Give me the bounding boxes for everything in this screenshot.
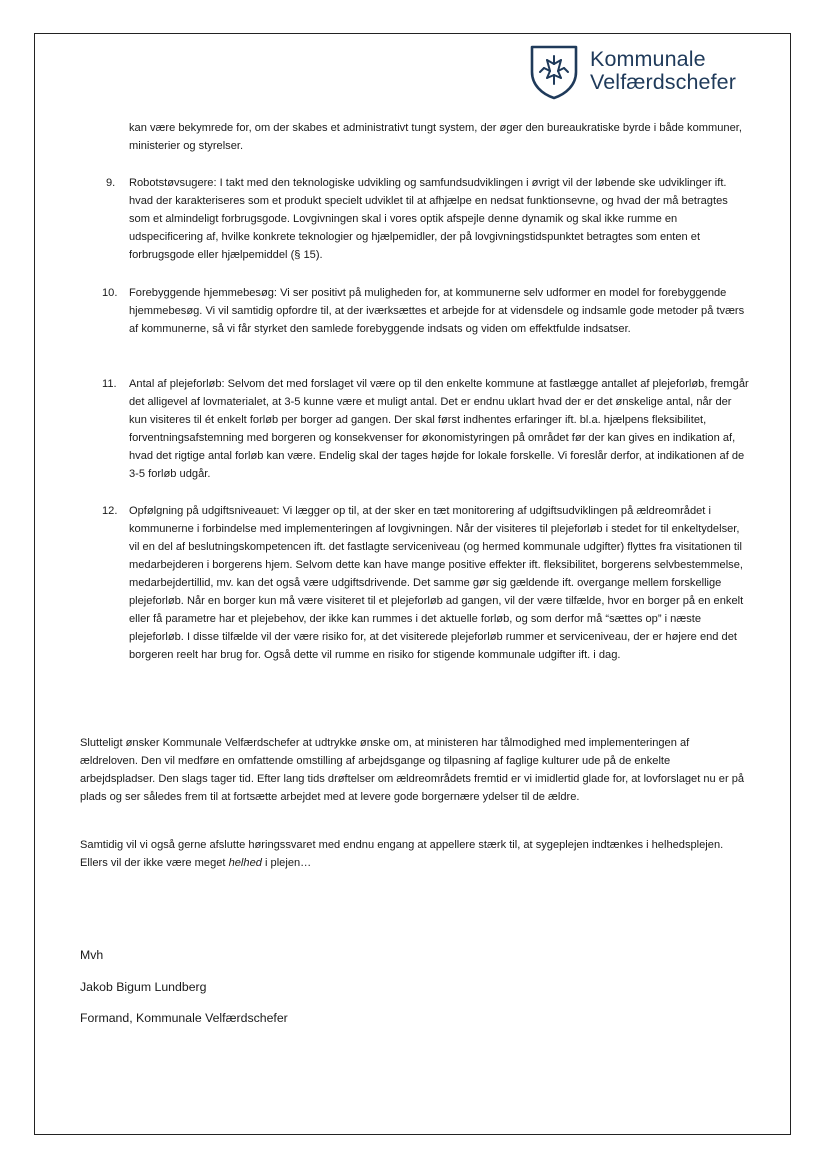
final-paragraph-end: i plejen… [261,857,312,869]
organization-logo [528,44,758,104]
final-paragraph-text: Samtidig vil vi også gerne afslutte høringssvaret med endnu engang at appellere stærk til, at sygeplejen indtænkes i helhedsplejen. Ellers vil der ikke være meget [80,839,724,869]
list-item-text: Opfølgning på udgiftsniveauet: Vi lægger op til, at der sker en tæt monitorering af udgiftsudviklingen på ældreområdet i kommunerne i forbindelse med implementeringen af lovgivningen. Når der visiteres til plejeforløb i stedet for til enkeltydelser, vil en del af beslutningskompetencen ift. det fastlagte serviceniveau (og hermed kommunale udgifter) flyttes fra visitationen til medarbejderen i borgerens hjem. Selvom dette kan have mange positive effekter ift. fleksibilitet, borgerens selvbestemmelse, medarbejdertillid, mv. kan det også være udgiftsdrivende. Det samme gør sig gældende ift. overgange mellem forskellige plejeforløb. Når en borger kun må være visiteret til et plejeforløb ad gangen, vil der være tilfælde, hvor en borger på en enkelt eller få parametre har et plejebehov, der ikke kan rummes i det aktuelle forløb, og som derfor må “sættes op” i næste plejeforløb. I disse tilfælde vil der være risiko for, at det visiterede plejeforløb rummer et serviceniveau, der er højere end det borgeren reelt har brug for. Også dette vil rumme en risiko for stigende kommunale udgifter ift. i dag. [129,505,744,661]
list-item-number: 9. [106,177,116,189]
continued-paragraph: kan være bekymrede for, om der skabes et administrativt tungt system, der øger den bureaukratiske byrde i både kommuner, ministerier og styrelser. [129,122,742,152]
list-item-text: Antal af plejeforløb: Selvom det med forslaget vil være op til den enkelte kommune at fastlægge antallet af plejeforløb, fremgår det alligevel af lovmaterialet, at 3-5 kunne være et muligt antal. Det er endnu uklart hvad der er det ønskelige antal, når der kun visiteres til ét enkelt forløb per borger ad gangen. Der skal først indhentes erfaringer ift. bl.a. hjælpens fleksibilitet, forventningsafstemning med borgeren og konsekvenser for økonomistyringen på området før der kan gives en indikation af, hvad det rigtige antal forløb kan være. Endelig skal der tages højde for lokale forskelle. Vi foreslår derfor, at indikationen af de 3-5 forløb udgår. [129,378,749,480]
list-item-text: Forebyggende hjemmebesøg: Vi ser positivt på muligheden for, at kommunerne selv udformer en model for forebyggende hjemmebesøg. Vi vil samtidig opfordre til, at der iværksættes et arbejde for at vidensdele og indsamle gode metoder på tværs af kommunerne, så vi får styrket den samlede forebyggende indsats og viden om effektfulde indsatser. [129,287,745,335]
signature-title: Formand, Kommunale Velfærdschefer [80,1011,288,1025]
logo-line-2: Velfærdschefer [590,70,736,94]
shield-star-icon [528,44,580,100]
list-item-text: Robotstøvsugere: I takt med den teknologiske udvikling og samfundsudviklingen i øvrigt vil der løbende ske udviklinger ift. hvad der karakteriseres som et produkt specielt udviklet til at afhjælpe en nedsat funktionsevne, og hvad der må betragtes som et almindeligt forbrugsgode. Lovgivningen skal i vores optik afspejle denne dynamik og skal ikke rumme en udspecificering af, hvilke konkrete teknologier og hjælpemidler, der på lovgivningstidspunktet betragtes som enten et forbrugsgode eller hjælpemiddel (§ 15). [129,177,728,261]
signature-name: Jakob Bigum Lundberg [80,980,207,994]
logo-line-1: Kommunale [590,47,706,71]
logo-text [590,48,736,94]
signature-greeting: Mvh [80,948,104,962]
list-item-number: 11. [102,378,117,390]
list-item-number: 10. [102,287,118,299]
closing-paragraph: Slutteligt ønsker Kommunale Velfærdschefer at udtrykke ønske om, at ministeren har tålmodighed med implementeringen af ældreloven. Den vil medføre en omfattende omstilling af arbejdsgange og tilpasning af faglige kulturer ude på de enkelte arbejdspladser. Den slags tager tid. Efter lang tids drøftelser om ældreområdets fremtid er vi imidlertid glade for, at lovforslaget nu er på plads og ser således frem til at fortsætte arbejdet med at levere gode borgernære ydelser til de ældre. [80,737,745,803]
list-item-number: 12. [102,505,118,517]
final-paragraph-emphasis: helhed [228,857,262,869]
final-paragraph [80,836,748,872]
